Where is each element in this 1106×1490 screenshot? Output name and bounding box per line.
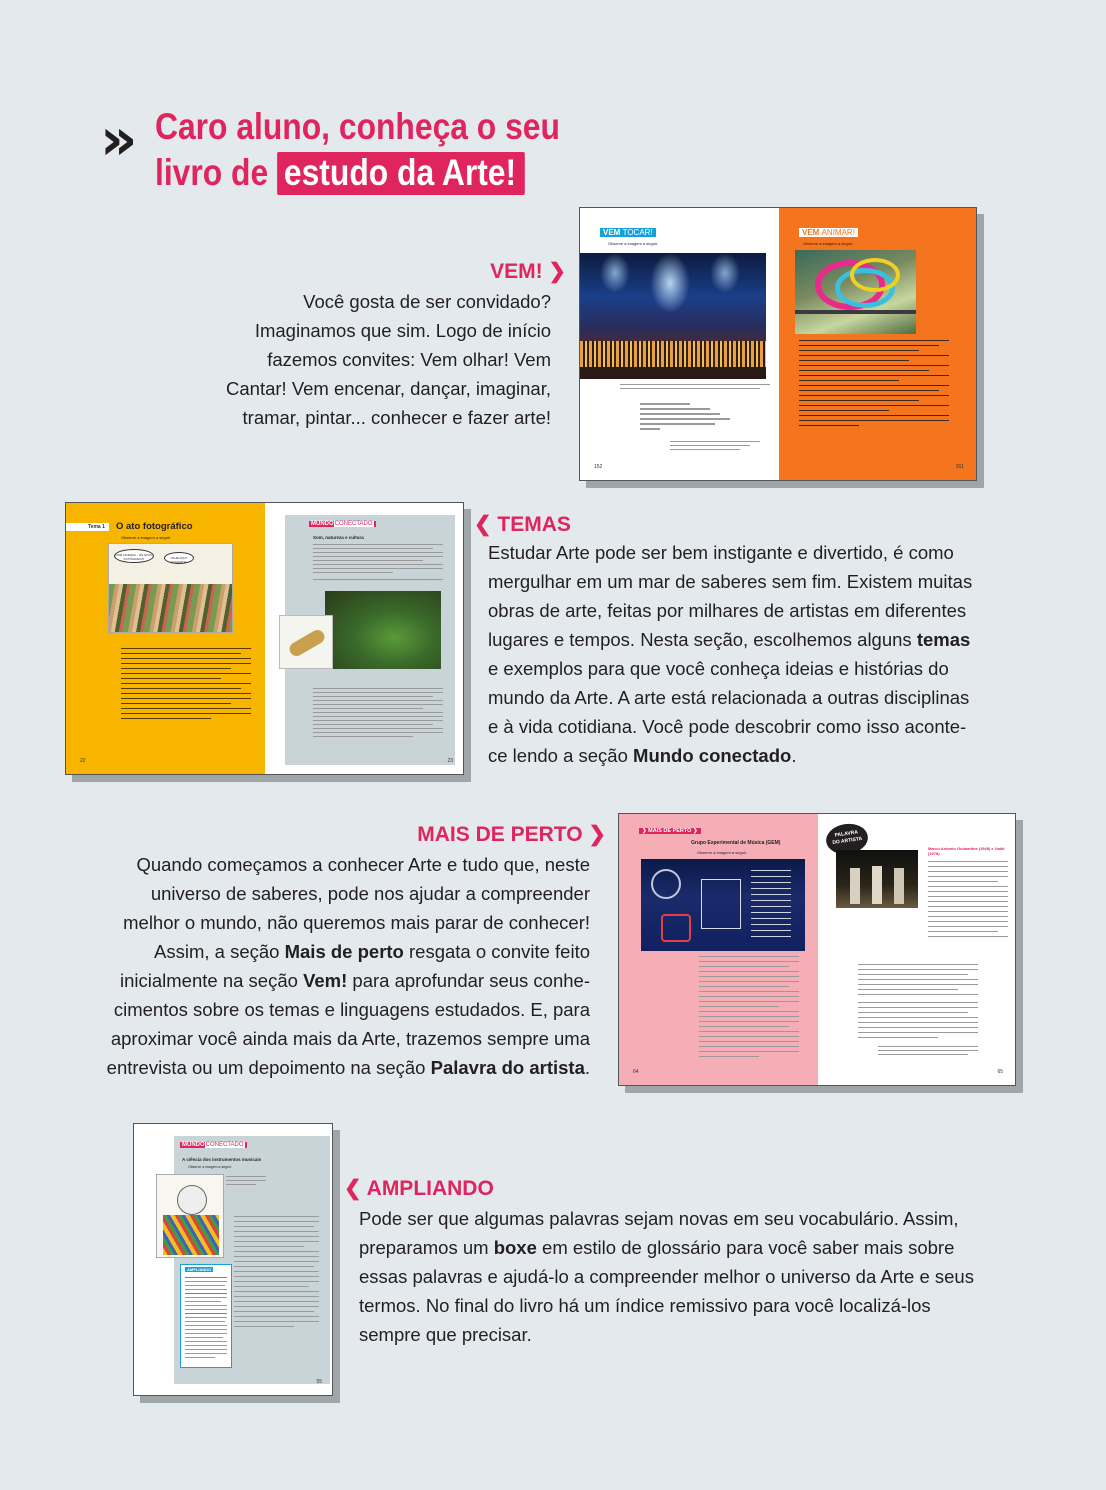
mais-line: aproximar você ainda mais da Arte, trazemos sempre uma [110,1028,590,1049]
ampliando-box-label: AMPLIANDO [187,1267,212,1272]
ampliando-mockup [133,1123,333,1396]
instrument-photo [279,615,333,669]
mundo-conectado-tag: MUNDOCONECTADO [180,1142,247,1148]
temas-line: e à vida cotidiana. Você pode descobrir como isso aconte- [488,716,967,737]
page-number: 152 [594,464,603,470]
ampliando-line: termos. No final do livro há um índice remissivo para você localizá-los [359,1295,931,1316]
bird-photo [325,591,441,669]
cartoon-image: COM LICENÇA... ÉS NOVO FOTÓGRAFO? OLHE AQUI, FUMANTE! [108,543,233,633]
mais-mockup [618,813,1016,1086]
ampliando-page [134,1124,333,1395]
vem-line: Imaginamos que sim. Logo de início [254,320,551,341]
ampliando-box [180,1264,232,1368]
title-highlight: estudo da Arte! [277,152,525,195]
temas-line: obras de arte, feitas por milhares de artistas em diferentes [488,600,967,621]
concert-photo [580,253,766,379]
temas-line: lugares e tempos. Nesta seção, escolhemos alguns temas [488,629,971,650]
vem-left-sub: Observe a imagem a seguir. [608,241,659,246]
title-line-2 [155,150,560,196]
illustration-image [156,1174,224,1258]
vem-right-sub: Observe a imagem a seguir. [803,241,854,246]
artist-photo [836,850,918,908]
temas-line: e exemplos para que você conheça ideias e histórias do [488,658,949,679]
ampliando-section-text [359,1204,974,1349]
mais-line: inicialmente na seção Vem! para aprofundar seus conhe- [120,970,590,991]
title-chevron-icon: » [100,105,124,173]
temas-left-page [66,503,265,774]
temas-mockup [65,502,464,775]
tema-label: Tema 1 [66,523,109,531]
mais-right-page [818,814,1016,1085]
title-line-2-prefix: livro de [155,152,269,193]
vem-line: Você gosta de ser convidado? [303,291,551,312]
vem-tocar-tag: VEM TOCAR! [600,228,656,237]
temas-line: ce lendo a seção Mundo conectado. [488,745,797,766]
mais-de-perto-tag: ❯ MAIS DE PERTO ❯ [639,828,701,834]
ampliando-line: sempre que precisar. [359,1324,532,1345]
title-line-1: Caro aluno, conheça o seu [155,106,560,147]
mundo-conectado-tag: MUNDOCONECTADO [309,521,376,527]
temas-section-text [488,538,972,770]
page-title [155,104,560,196]
mais-left-page [619,814,818,1085]
mais-line: melhor o mundo, não queremos mais parar de conhecer! [123,912,590,933]
mais-section-text [107,850,590,1082]
ampliando-line: Pode ser que algumas palavras sejam novas em seu vocabulário. Assim, [359,1208,959,1229]
ampliando-line: preparamos um boxe em estilo de glossário para você saber mais sobre [359,1237,955,1258]
mundo-head: Som, natureza e cultura [313,535,364,540]
page-number: 64 [633,1069,639,1075]
mais-section-title: MAIS DE PERTO ❯ [417,823,606,846]
temas-line: mundo da Arte. A arte está relacionada a outras disciplinas [488,687,970,708]
mais-line: entrevista ou um depoimento na seção Palavra do artista. [106,1057,590,1078]
vem-animar-tag: VEM ANIMAR! [799,228,858,237]
page-number: 22 [80,758,86,764]
ampliando-head: A ciência dos instrumentos musicais [182,1157,262,1162]
vem-line: Cantar! Vem encenar, dançar, imaginar, [226,378,551,399]
artist-title: Marco Antonio Guimarães (1948) e Uakti (1978) [928,846,1005,856]
ampliando-section-title: ❮ AMPLIANDO [344,1177,494,1200]
page-number: 161 [955,464,964,470]
mais-head: Grupo Experimental de Música (GEM) [691,840,781,846]
palavra-do-artista-badge: PALAVRA DO ARTISTA [824,821,870,857]
mais-line: cimentos sobre os temas e linguagens estudados. E, para [113,999,590,1020]
page-number: 65 [997,1069,1003,1075]
vem-section-title: VEM! ❯ [490,260,566,283]
temas-right-page [265,503,464,774]
vem-mockup [579,207,977,481]
animation-image [795,250,916,334]
temas-line: mergulhar em um mar de saberes sem fim. Existem muitas [488,571,973,592]
mais-line: Assim, a seção Mais de perto resgata o convite feito [154,941,590,962]
temas-section-title: ❮ TEMAS [474,513,571,536]
temas-line: Estudar Arte pode ser bem instigante e divertido, é como [488,542,954,563]
mais-sub: Observe a imagem a seguir. [697,850,748,855]
vem-right-page [779,208,977,480]
vem-line: fazemos convites: Vem olhar! Vem [267,349,551,370]
vem-section-text [226,287,551,432]
tema-sub: Observe a imagem a seguir. [121,535,172,540]
vem-left-page [580,208,779,480]
ampliando-line: essas palavras e ajudá-lo a compreender melhor o universo da Arte e seus [359,1266,974,1287]
gem-instruments-photo [641,859,805,951]
tema-title: O ato fotográfico [116,521,193,532]
mais-line: Quando começamos a conhecer Arte e tudo que, neste [136,854,590,875]
ampliando-sub: Observe a imagem a seguir. [188,1165,232,1169]
page-number: 55 [316,1379,322,1385]
vem-line: tramar, pintar... conhecer e fazer arte! [242,407,551,428]
mais-line: universo de saberes, pode nos ajudar a compreender [150,883,590,904]
page-number: 23 [447,758,453,764]
